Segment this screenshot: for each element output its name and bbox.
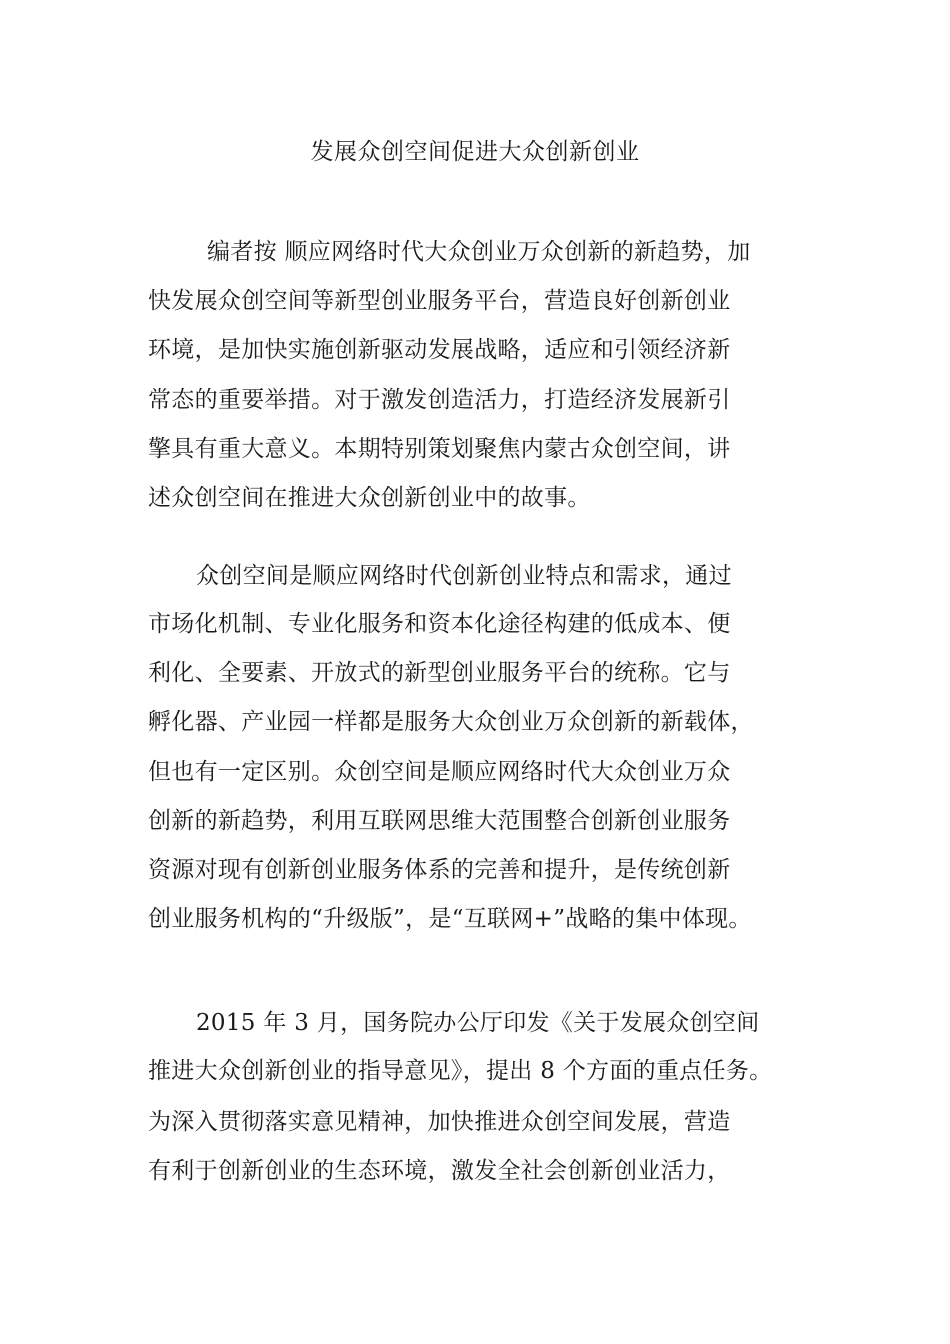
paragraph-2-line-8: 创业服务机构的“升级版”，是“互联网+”战略的集中体现。	[148, 906, 752, 932]
paragraph-1-line-5: 擎具有重大意义。本期特别策划聚焦内蒙古众创空间，讲	[148, 436, 731, 462]
paragraph-3-line-4: 有利于创新创业的生态环境，激发全社会创新创业活力，	[148, 1158, 731, 1184]
paragraph-1-line-4: 常态的重要举措。对于激发创造活力，打造经济发展新引	[148, 387, 731, 413]
paragraph-2-line-7: 资源对现有创新创业服务体系的完善和提升，是传统创新	[148, 857, 731, 883]
paragraph-2-line-4: 孵化器、产业园一样都是服务大众创业万众创新的新载体，	[148, 709, 754, 735]
paragraph-2-line-2: 市场化机制、专业化服务和资本化途径构建的低成本、便	[148, 611, 731, 637]
paragraph-2-line-5: 但也有一定区别。众创空间是顺应网络时代大众创业万众	[148, 759, 731, 785]
paragraph-2-line-6: 创新的新趋势，利用互联网思维大范围整合创新创业服务	[148, 808, 731, 834]
paragraph-3-line-3: 为深入贯彻落实意见精神，加快推进众创空间发展，营造	[148, 1109, 731, 1135]
paragraph-1-line-3: 环境，是加快实施创新驱动发展战略，适应和引领经济新	[148, 337, 731, 363]
paragraph-3-line-1: 2015 年 3 月，国务院办公厅印发《关于发展众创空间	[196, 1010, 760, 1036]
paragraph-1-line-2: 快发展众创空间等新型创业服务平台，营造良好创新创业	[148, 288, 731, 314]
document-title: 发展众创空间促进大众创新创业	[310, 139, 640, 165]
paragraph-3-line-2: 推进大众创新创业的指导意见》，提出 8 个方面的重点任务。	[148, 1058, 773, 1084]
paragraph-1-line-6: 述众创空间在推进大众创新创业中的故事。	[148, 485, 591, 511]
paragraph-2-line-3: 利化、全要素、开放式的新型创业服务平台的统称。它与	[148, 660, 731, 686]
paragraph-2-line-1: 众创空间是顺应网络时代创新创业特点和需求，通过	[196, 563, 732, 589]
paragraph-1-line-1: 编者按 顺应网络时代大众创业万众创新的新趋势，加	[207, 239, 751, 265]
